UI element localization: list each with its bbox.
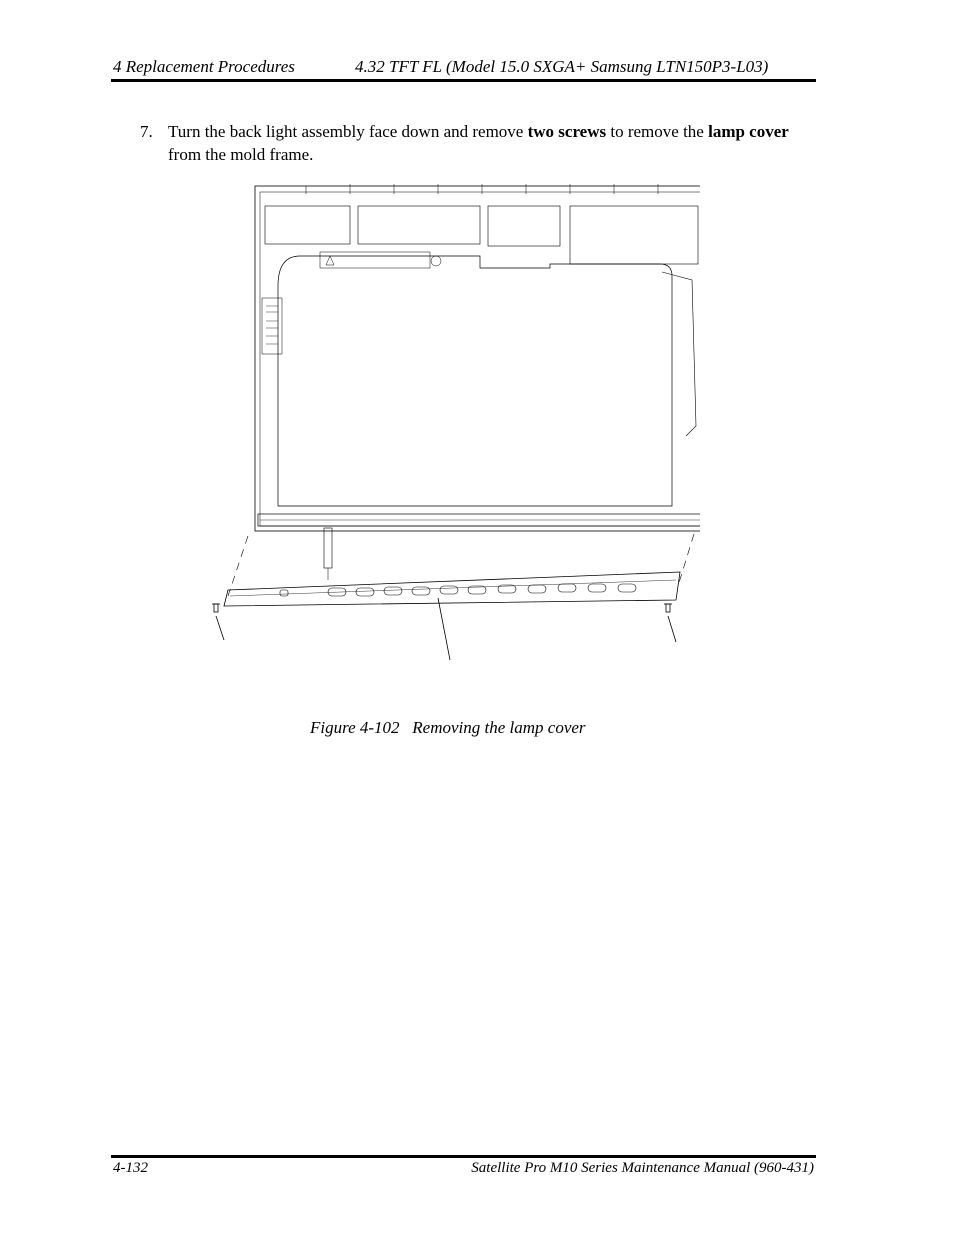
step-text-3: from the mold frame. bbox=[168, 145, 314, 164]
warning-label bbox=[320, 252, 430, 268]
page-number: 4-132 bbox=[113, 1160, 148, 1176]
header-rule bbox=[111, 79, 816, 82]
warning-triangle-icon bbox=[326, 256, 334, 265]
figure-caption: Figure 4-102 Removing the lamp cover bbox=[310, 718, 586, 737]
mold-frame bbox=[255, 186, 700, 531]
compartment-right bbox=[570, 206, 698, 264]
panel-area bbox=[278, 256, 672, 506]
alignment-line-left bbox=[228, 536, 248, 596]
step-bold-lamp-cover: lamp cover bbox=[708, 122, 789, 141]
lamp-cable bbox=[662, 272, 696, 436]
lamp-cover bbox=[224, 572, 680, 606]
step-number: 7. bbox=[140, 122, 153, 141]
screw-right-icon bbox=[664, 604, 672, 612]
compartment-left bbox=[265, 206, 350, 244]
leader-lamp-cover bbox=[438, 598, 450, 660]
lamp-connector bbox=[324, 528, 332, 568]
leader-screw-left bbox=[216, 616, 224, 640]
barcode-label bbox=[262, 298, 282, 354]
barcode-lines bbox=[266, 306, 278, 344]
lamp-cover-diagram bbox=[200, 176, 700, 666]
step-text bbox=[168, 120, 820, 166]
step-bold-screws: two screws bbox=[527, 122, 607, 141]
header-chapter: 4 Replacement Procedures bbox=[113, 57, 295, 76]
step-text-1: Turn the back light assembly face down and remove bbox=[168, 122, 528, 141]
footer-rule bbox=[111, 1155, 816, 1158]
top-edge-tabs bbox=[306, 184, 658, 194]
recycle-mark-icon bbox=[431, 256, 441, 266]
alignment-line-right bbox=[678, 534, 694, 586]
running-header bbox=[113, 57, 816, 81]
screw-left-icon bbox=[212, 604, 220, 612]
step-text-2: to remove the bbox=[606, 122, 709, 141]
leader-screw-right bbox=[668, 616, 676, 642]
compartment-middle bbox=[358, 206, 480, 244]
compartment-center bbox=[488, 206, 560, 246]
manual-title: Satellite Pro M10 Series Maintenance Manual (960-431) bbox=[471, 1160, 814, 1176]
header-section: 4.32 TFT FL (Model 15.0 SXGA+ Samsung LTN150P3-L03) bbox=[355, 57, 769, 76]
